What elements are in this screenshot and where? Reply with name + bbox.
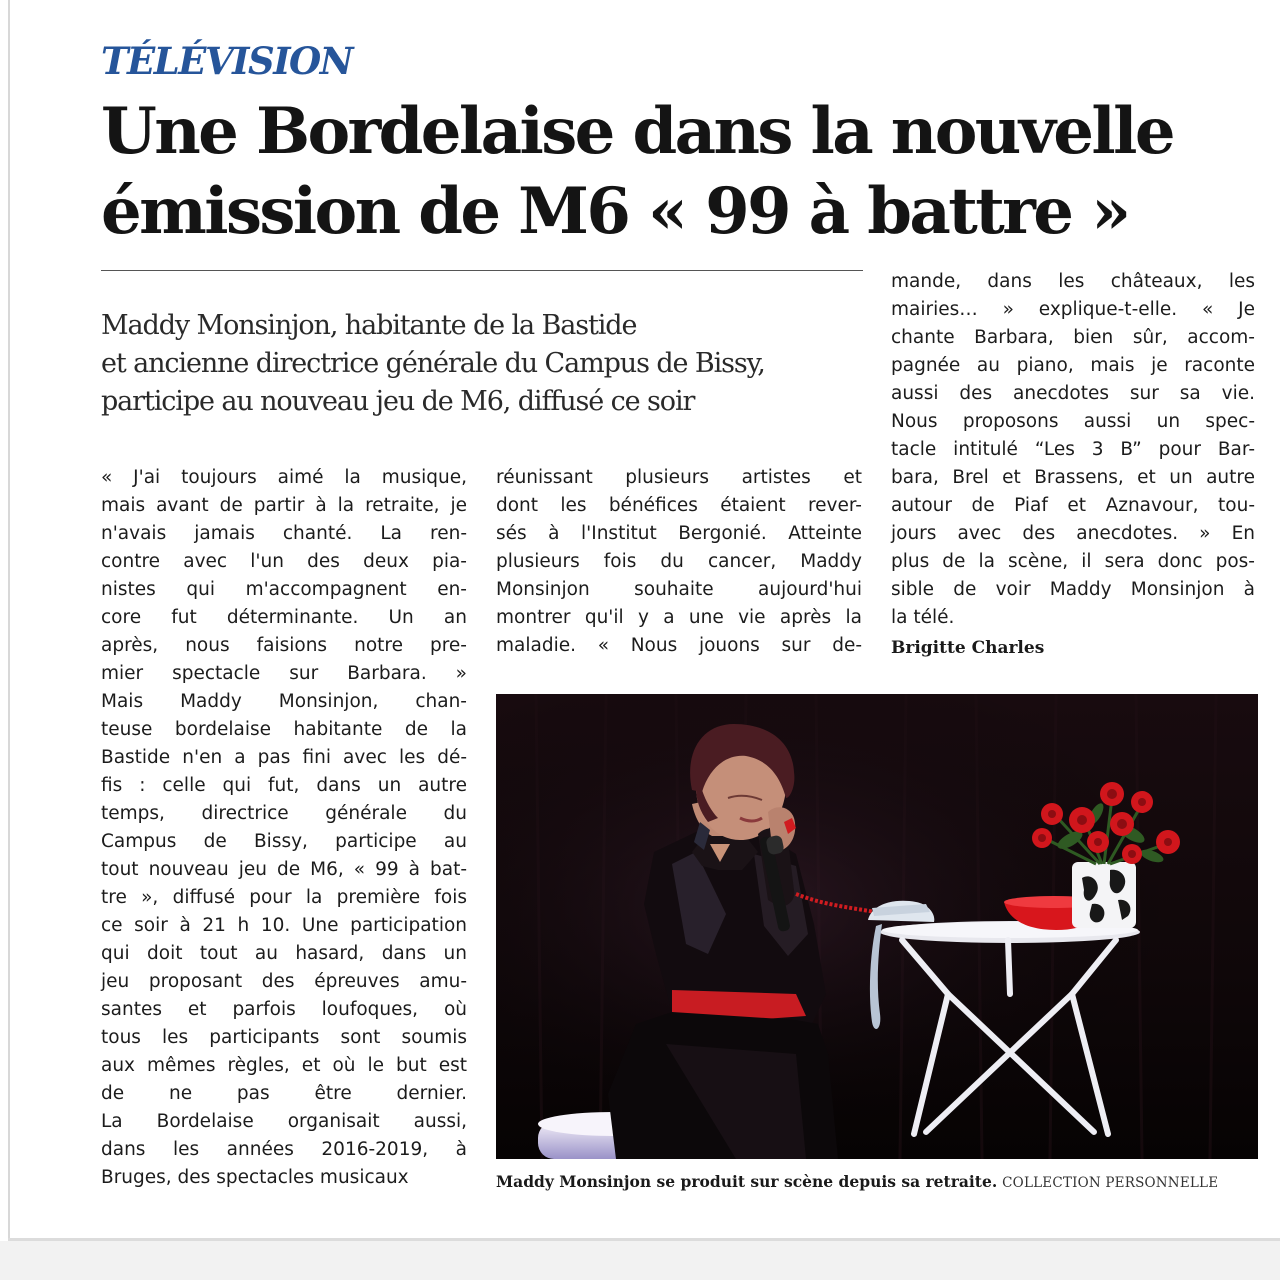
article-photo (496, 694, 1258, 1159)
body-line: la télé. (891, 607, 955, 628)
body-line: qui doit tout au hasard, dans un (101, 943, 467, 964)
body-line: mande, dans les châteaux, les (891, 271, 1255, 292)
flower-vase (1072, 862, 1136, 928)
body-line: tous les participants sont soumis (101, 1027, 467, 1048)
body-line: tre », diffusé pour la première fois (101, 887, 467, 908)
body-line: dans les années 2016-2019, à (101, 1139, 467, 1160)
body-line: La Bordelaise organisait aussi, (101, 1111, 467, 1132)
body-line: Mais Maddy Monsinjon, chan- (101, 691, 467, 712)
body-line: n'avais jamais chanté. La ren- (101, 523, 467, 544)
page-bottom-shadow (0, 1241, 1280, 1280)
body-line: de ne pas être dernier. (101, 1083, 467, 1104)
page-left-edge (8, 0, 10, 1240)
body-line: jours avec des anecdotes. » En (891, 523, 1255, 544)
body-line: Nous proposons aussi un spec- (891, 411, 1255, 432)
body-line: dont les bénéfices étaient rever- (496, 495, 862, 516)
body-line: fis : celle qui fut, dans un autre (101, 775, 467, 796)
body-column-3 (891, 268, 1255, 660)
body-line: plusieurs fois du cancer, Maddy (496, 551, 862, 572)
body-line: tout nouveau jeu de M6, « 99 à bat- (101, 859, 467, 880)
headline (101, 92, 1173, 252)
body-line: ce soir à 21 h 10. Une participation (101, 915, 467, 936)
body-line: contre avec l'un des deux pia- (101, 551, 467, 572)
body-line: montrer qu'il y a une vie après la (496, 607, 862, 628)
body-line: pagnée au piano, mais je raconte (891, 355, 1255, 376)
body-line: core fut déterminante. Un an (101, 607, 467, 628)
body-line: teuse bordelaise habitante de la (101, 719, 467, 740)
body-line: mairies… » explique-t-elle. « Je (891, 299, 1255, 320)
body-line: bara, Brel et Brassens, et un autre (891, 467, 1255, 488)
body-line: plus de la scène, il sera donc pos- (891, 551, 1255, 572)
standfirst (101, 307, 765, 421)
headline-rule (101, 270, 863, 271)
standfirst-line: et ancienne directrice générale du Campus de Bissy, (101, 348, 765, 379)
body-line: maladie. « Nous jouons sur de- (496, 635, 862, 656)
body-line: santes et parfois loufoques, où (101, 999, 467, 1020)
body-column-2 (496, 464, 862, 660)
headline-line: Une Bordelaise dans la nouvelle (101, 94, 1173, 169)
body-line: temps, directrice générale du (101, 803, 467, 824)
caption-text: Maddy Monsinjon se produit sur scène depuis sa retraite. (496, 1172, 998, 1191)
standfirst-line: Maddy Monsinjon, habitante de la Bastide (101, 310, 637, 341)
body-line: Bastide n'en a pas fini avec les dé- (101, 747, 467, 768)
photo-caption (496, 1170, 1218, 1195)
photo-credit: COLLECTION PERSONNELLE (1002, 1175, 1219, 1191)
body-line: réunissant plusieurs artistes et (496, 467, 862, 488)
body-column-3-lines (891, 268, 1255, 632)
body-line: tacle intitulé “Les 3 B” pour Bar- (891, 439, 1255, 460)
body-line: « J'ai toujours aimé la musique, (101, 467, 467, 488)
body-line: aux mêmes règles, et où le but est (101, 1055, 467, 1076)
body-line: autour de Piaf et Aznavour, tou- (891, 495, 1255, 516)
headline-line: émission de M6 « 99 à battre » (101, 174, 1129, 249)
body-line: nistes qui m'accompagnent en- (101, 579, 467, 600)
body-line: sible de voir Maddy Monsinjon à (891, 579, 1255, 600)
body-line: mier spectacle sur Barbara. » (101, 663, 467, 684)
body-line: après, nous faisions notre pre- (101, 635, 467, 656)
body-line: Campus de Bissy, participe au (101, 831, 467, 852)
body-column-1 (101, 464, 467, 1192)
standfirst-line: participe au nouveau jeu de M6, diffusé ce soir (101, 386, 695, 417)
body-line: Monsinjon souhaite aujourd'hui (496, 579, 862, 600)
body-line: mais avant de partir à la retraite, je (101, 495, 467, 516)
section-label: TÉLÉVISION (101, 39, 353, 83)
body-line: Bruges, des spectacles musicaux (101, 1167, 409, 1188)
body-line: chante Barbara, bien sûr, accom- (891, 327, 1255, 348)
body-line: aussi des anecdotes sur sa vie. (891, 383, 1255, 404)
byline: Brigitte Charles (891, 638, 1045, 658)
body-line: jeu proposant des épreuves amu- (101, 971, 467, 992)
body-line: sés à l'Institut Bergonié. Atteinte (496, 523, 862, 544)
